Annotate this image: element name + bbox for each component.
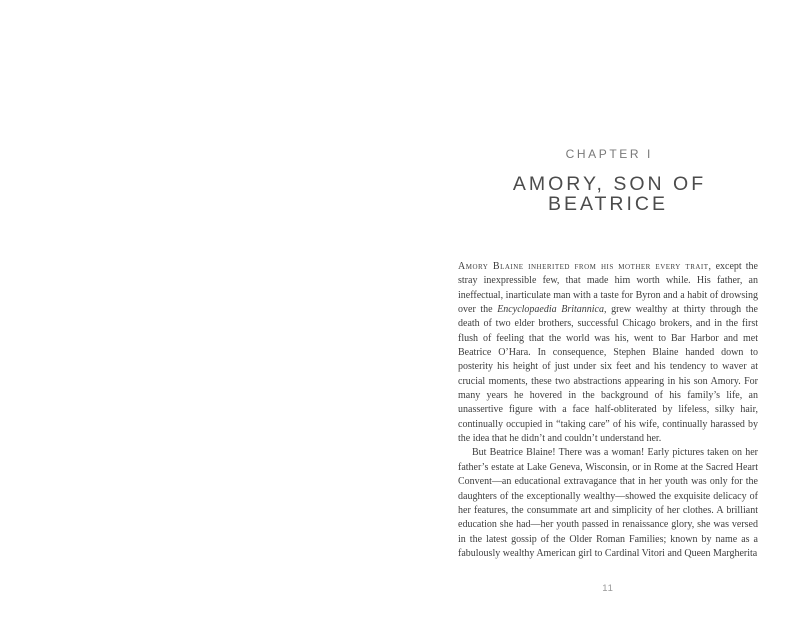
text-segment: , grew wealthy at thirty through the death of two elder brothers, successful Chicago brokers, and in the first flush of feeling that the world was his, went to Bar Harbor and met Beatrice O’Hara. In consequence, Stephen Blaine handed down to posterity his height of just under six feet and his tendency to waver at crucial moments, these two abstractions appearing in his son Amory. For many years he hovered in the background of his family’s life, an unassertive figure with a face half-obliterated by lifeless, silky hair, continually occupied in “taking care” of his wife, continually harassed by the idea that he didn’t and couldn’t understand her. bbox=[458, 304, 758, 445]
paragraph bbox=[458, 260, 758, 446]
text-segment: But Beatrice Blaine! There was a woman! Early pictures taken on her father’s estate at Lake Geneva, Wisconsin, or in Rome at the Sacred Heart Convent—an educational extravagance that in her youth was only for the daughters of the exceptionally wealthy—showed the exquisite delicacy of her features, the consummate art and simplicity of her clothes. A brilliant education she had—her youth passed in renaissance glory, she was versed in the latest gossip of the Older Roman Families; known by name as a fabulously wealthy American girl to Cardinal Vitori and Queen Margherita bbox=[458, 447, 758, 559]
body-text bbox=[458, 260, 758, 561]
page-content bbox=[458, 148, 758, 561]
paragraph bbox=[458, 446, 758, 561]
chapter-label: CHAPTER I bbox=[565, 147, 653, 161]
text-segment: except the stray inexpressible few, that made him worth while. His father, an ineffectual, inarticulate man with a taste for Byron and a habit of drowsing over the bbox=[458, 261, 758, 316]
text-segment: Encyclopaedia Britannica bbox=[497, 304, 604, 316]
chapter-title: AMORY, SON OF BEATRICE bbox=[512, 173, 707, 215]
text-segment: Amory Blaine inherited from his mother every trait, bbox=[458, 261, 712, 272]
page-number: 11 bbox=[602, 583, 614, 594]
